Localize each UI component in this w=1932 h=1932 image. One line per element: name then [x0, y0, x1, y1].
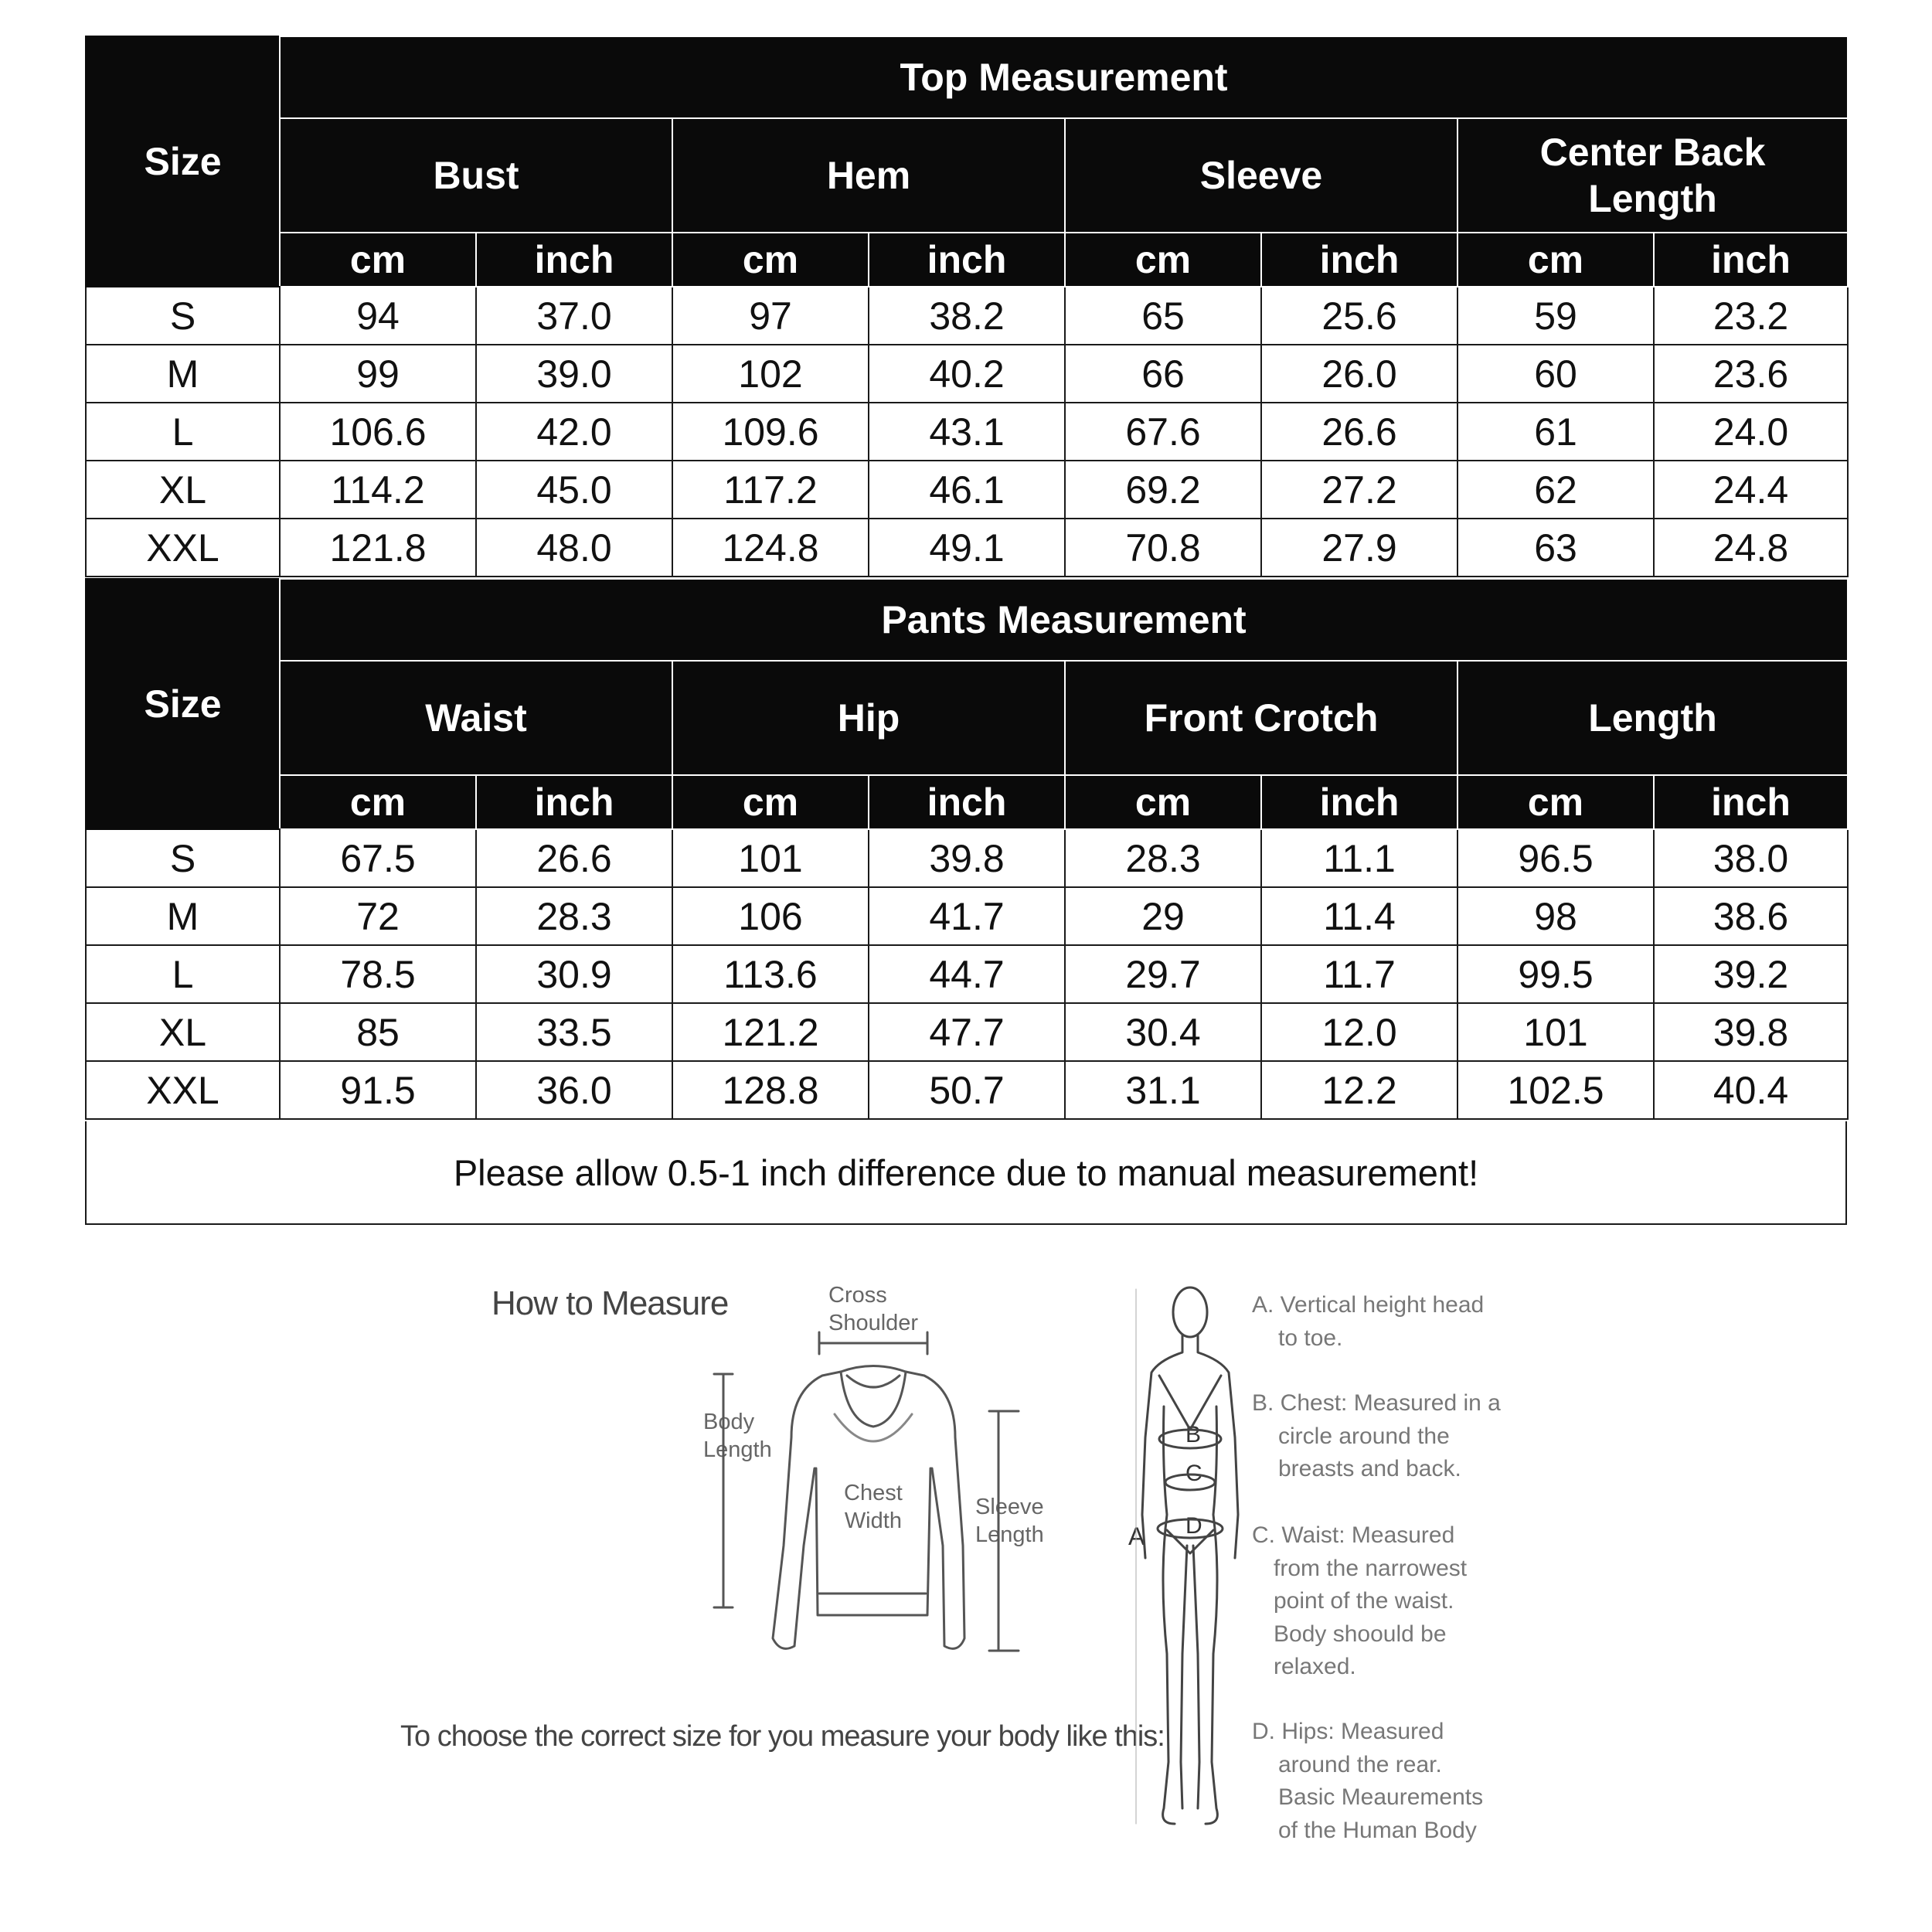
marker-b: B — [1185, 1422, 1202, 1447]
value-cell: 47.7 — [869, 1003, 1065, 1061]
value-cell: 78.5 — [280, 945, 476, 1003]
value-cell: 24.4 — [1654, 461, 1848, 519]
group-header-bust: Bust — [280, 118, 672, 233]
value-cell: 72 — [280, 887, 476, 945]
unit-header: inch — [1261, 233, 1458, 287]
cross-shoulder-label: Cross Shoulder — [828, 1283, 919, 1336]
value-cell: 113.6 — [672, 945, 869, 1003]
unit-header: inch — [1654, 233, 1848, 287]
value-cell: 121.8 — [280, 519, 476, 577]
body-figure — [1136, 1287, 1238, 1824]
value-cell: 37.0 — [476, 287, 672, 345]
value-cell: 26.6 — [476, 829, 672, 887]
size-cell: L — [86, 403, 280, 461]
group-header-hem: Hem — [672, 118, 1065, 233]
value-cell: 30.9 — [476, 945, 672, 1003]
unit-header: cm — [1065, 233, 1261, 287]
value-cell: 38.2 — [869, 287, 1065, 345]
unit-header: inch — [1654, 775, 1848, 829]
value-cell: 65 — [1065, 287, 1261, 345]
value-cell: 69.2 — [1065, 461, 1261, 519]
marker-c: C — [1185, 1461, 1202, 1486]
value-cell: 24.0 — [1654, 403, 1848, 461]
chest-width-label: Chest Width — [844, 1481, 903, 1534]
value-cell: 50.7 — [869, 1061, 1065, 1119]
value-cell: 31.1 — [1065, 1061, 1261, 1119]
value-cell: 26.6 — [1261, 403, 1458, 461]
table-title: Top Measurement — [280, 36, 1848, 118]
value-cell: 39.8 — [1654, 1003, 1848, 1061]
value-cell: 94 — [280, 287, 476, 345]
value-cell: 38.6 — [1654, 887, 1848, 945]
size-header: Size — [86, 36, 280, 287]
table-title: Pants Measurement — [280, 579, 1848, 661]
value-cell: 114.2 — [280, 461, 476, 519]
size-cell: M — [86, 345, 280, 403]
size-header: Size — [86, 579, 280, 829]
value-cell: 46.1 — [869, 461, 1065, 519]
value-cell: 42.0 — [476, 403, 672, 461]
marker-a: A — [1128, 1522, 1145, 1550]
value-cell: 48.0 — [476, 519, 672, 577]
unit-header: cm — [672, 233, 869, 287]
value-cell: 45.0 — [476, 461, 672, 519]
value-cell: 67.6 — [1065, 403, 1261, 461]
value-cell: 102.5 — [1458, 1061, 1654, 1119]
size-cell: XXL — [86, 519, 280, 577]
value-cell: 11.1 — [1261, 829, 1458, 887]
group-header-hip: Hip — [672, 661, 1065, 775]
value-cell: 109.6 — [672, 403, 869, 461]
value-cell: 70.8 — [1065, 519, 1261, 577]
value-cell: 63 — [1458, 519, 1654, 577]
value-cell: 102 — [672, 345, 869, 403]
size-cell: S — [86, 829, 280, 887]
value-cell: 61 — [1458, 403, 1654, 461]
definition-c: C. Waist: Measured from the narrowest point of the waist. Body shoould be relaxed. — [1252, 1522, 1468, 1680]
sleeve-length-label: Sleeve Length — [975, 1495, 1044, 1548]
group-header-waist: Waist — [280, 661, 672, 775]
unit-header: inch — [1261, 775, 1458, 829]
value-cell: 40.4 — [1654, 1061, 1848, 1119]
group-header-length: Length — [1458, 661, 1848, 775]
value-cell: 12.2 — [1261, 1061, 1458, 1119]
unit-header: cm — [1065, 775, 1261, 829]
value-cell: 101 — [672, 829, 869, 887]
value-cell: 41.7 — [869, 887, 1065, 945]
size-cell: XXL — [86, 1061, 280, 1119]
value-cell: 36.0 — [476, 1061, 672, 1119]
value-cell: 27.9 — [1261, 519, 1458, 577]
value-cell: 44.7 — [869, 945, 1065, 1003]
size-cell: XL — [86, 1003, 280, 1061]
value-cell: 25.6 — [1261, 287, 1458, 345]
size-cell: M — [86, 887, 280, 945]
value-cell: 29 — [1065, 887, 1261, 945]
value-cell: 106.6 — [280, 403, 476, 461]
unit-header: cm — [672, 775, 869, 829]
group-header-center-back-length: Center Back Length — [1458, 118, 1848, 233]
size-cell: L — [86, 945, 280, 1003]
value-cell: 97 — [672, 287, 869, 345]
value-cell: 96.5 — [1458, 829, 1654, 887]
value-cell: 33.5 — [476, 1003, 672, 1061]
value-cell: 23.6 — [1654, 345, 1848, 403]
group-header-front-crotch: Front Crotch — [1065, 661, 1458, 775]
value-cell: 43.1 — [869, 403, 1065, 461]
unit-header: inch — [476, 775, 672, 829]
value-cell: 27.2 — [1261, 461, 1458, 519]
value-cell: 23.2 — [1654, 287, 1848, 345]
unit-header: inch — [869, 775, 1065, 829]
unit-header: cm — [1458, 233, 1654, 287]
value-cell: 28.3 — [476, 887, 672, 945]
value-cell: 38.0 — [1654, 829, 1848, 887]
shirt-outline — [773, 1366, 964, 1649]
value-cell: 66 — [1065, 345, 1261, 403]
value-cell: 30.4 — [1065, 1003, 1261, 1061]
value-cell: 39.2 — [1654, 945, 1848, 1003]
unit-header: cm — [1458, 775, 1654, 829]
unit-header: inch — [476, 233, 672, 287]
value-cell: 26.0 — [1261, 345, 1458, 403]
instruction-text: To choose the correct size for you measure your body like this: — [400, 1720, 1165, 1753]
unit-header: inch — [869, 233, 1065, 287]
unit-header: cm — [280, 233, 476, 287]
value-cell: 12.0 — [1261, 1003, 1458, 1061]
value-cell: 121.2 — [672, 1003, 869, 1061]
value-cell: 24.8 — [1654, 519, 1848, 577]
value-cell: 11.7 — [1261, 945, 1458, 1003]
value-cell: 99.5 — [1458, 945, 1654, 1003]
value-cell: 49.1 — [869, 519, 1065, 577]
value-cell: 29.7 — [1065, 945, 1261, 1003]
how-to-measure-title: How to Measure — [492, 1284, 729, 1322]
value-cell: 106 — [672, 887, 869, 945]
value-cell: 128.8 — [672, 1061, 869, 1119]
value-cell: 91.5 — [280, 1061, 476, 1119]
value-cell: 60 — [1458, 345, 1654, 403]
value-cell: 62 — [1458, 461, 1654, 519]
note-text: Please allow 0.5-1 inch difference due to manual measurement! — [453, 1151, 1479, 1193]
body-length-label: Body Length — [703, 1410, 772, 1463]
size-cell: XL — [86, 461, 280, 519]
value-cell: 85 — [280, 1003, 476, 1061]
value-cell: 117.2 — [672, 461, 869, 519]
value-cell: 40.2 — [869, 345, 1065, 403]
definition-b: B. Chest: Measured in a circle around the breasts and back. — [1252, 1390, 1501, 1482]
marker-d: D — [1185, 1513, 1202, 1539]
value-cell: 11.4 — [1261, 887, 1458, 945]
value-cell: 124.8 — [672, 519, 869, 577]
value-cell: 59 — [1458, 287, 1654, 345]
value-cell: 99 — [280, 345, 476, 403]
value-cell: 28.3 — [1065, 829, 1261, 887]
group-header-sleeve: Sleeve — [1065, 118, 1458, 233]
unit-header: cm — [280, 775, 476, 829]
definition-d: D. Hips: Measured around the rear. Basic Meaurements of the Human Body — [1252, 1719, 1484, 1843]
value-cell: 39.0 — [476, 345, 672, 403]
size-cell: S — [86, 287, 280, 345]
value-cell: 67.5 — [280, 829, 476, 887]
definition-a: A. Vertical height head to toe. — [1252, 1292, 1485, 1351]
value-cell: 98 — [1458, 887, 1654, 945]
value-cell: 39.8 — [869, 829, 1065, 887]
value-cell: 101 — [1458, 1003, 1654, 1061]
